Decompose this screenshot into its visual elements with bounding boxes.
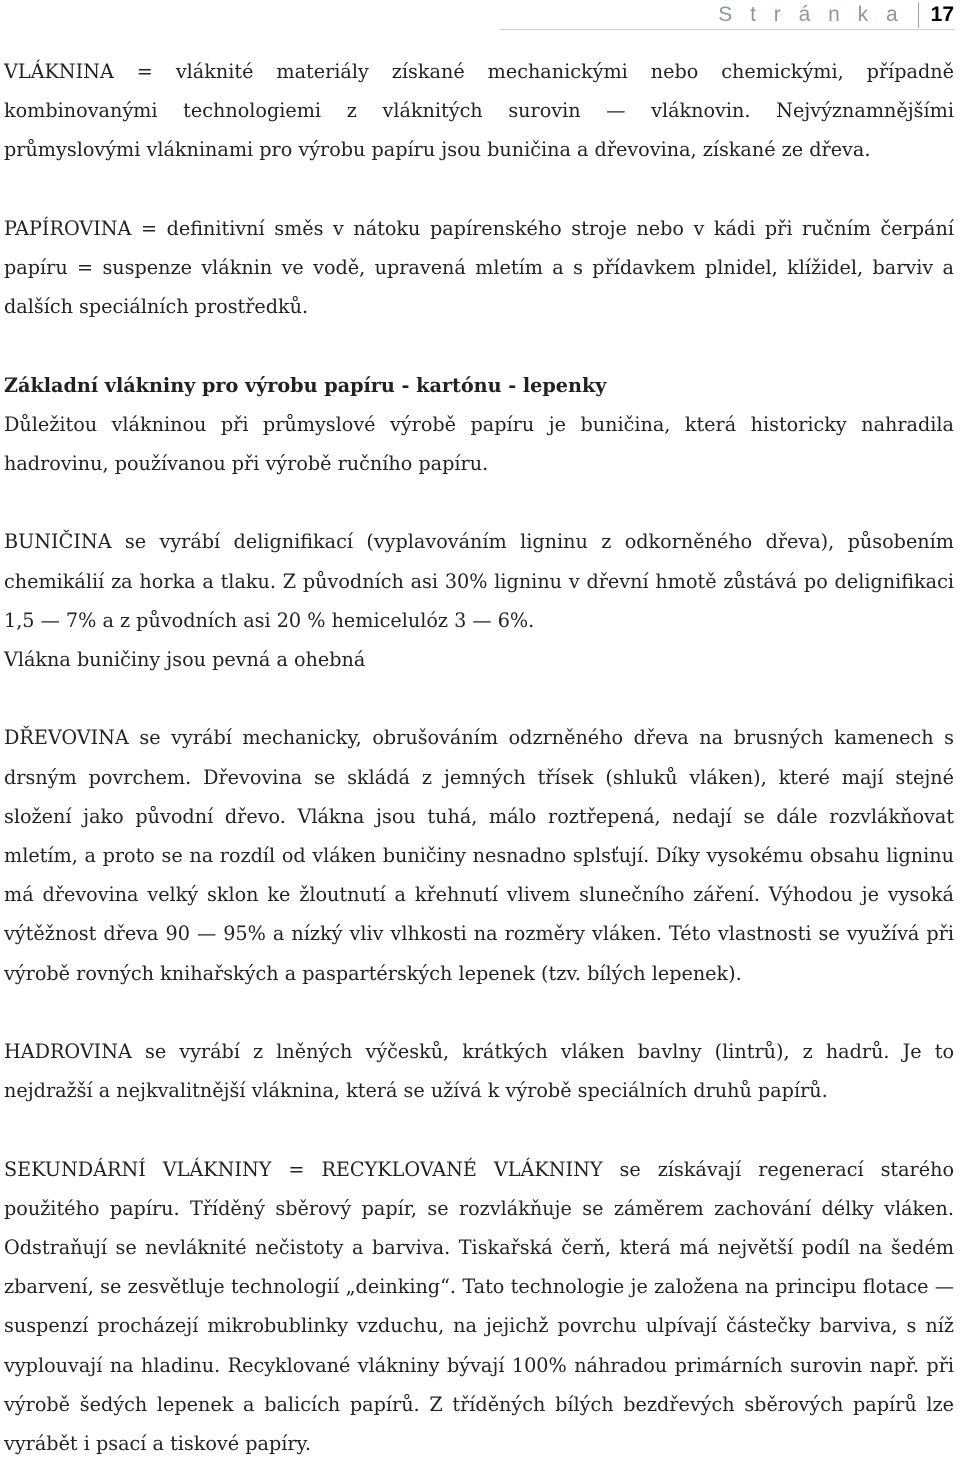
document-body <box>4 52 954 1463</box>
paragraph-gap <box>4 679 954 718</box>
page-header <box>718 0 954 30</box>
section-heading: Základní vlákniny pro výrobu papíru - kartónu - lepenky <box>4 373 607 397</box>
paragraph-bunicina-note: Vlákna buničiny jsou pevná a ohebná <box>4 648 366 671</box>
paragraph-gap <box>4 993 954 1032</box>
paragraph-drevovina: DŘEVOVINA se vyrábí mechanicky, obrušováním odzrněného dřeva na brusných kamenech s drsným povrchem. Dřevovina se skládá z jemných třísek (shluků vláken), které mají stejné složení jako původní dřevo. Vlákna jsou tuhá, málo roztřepená, nedají se dále rozvlákňovat mletím, a proto se na rozdíl od vláken buničiny nesnadno splsťují. Díky vysokému obsahu ligninu má dřevovina velký sklon ke žloutnutí a křehnutí vlivem slunečního záření. Výhodou je vysoká výtěžnost dřeva 90 — 95% a nízký vliv vlhkosti na rozměry vláken. Této vlastnosti se využívá při výrobě rovných knihařských a paspartérských lepenek (tzv. bílých lepenek). <box>4 726 954 985</box>
paragraph-papirovina: PAPÍROVINA = definitivní směs v nátoku papírenského stroje nebo v kádi při ručním čerpání papíru = suspenze vláknin ve vodě, upravená mletím a s přídavkem plnidel, klížidel, barviv a dalších speciálních prostředků. <box>4 216 954 319</box>
paragraph-hadrovina: HADROVINA se vyrábí z lněných výčesků, krátkých vláken bavlny (lintrů), z hadrů. Je to nejdražší a nejkvalitnější vláknina, která se užívá k výrobě speciálních druhů papírů. <box>4 1040 954 1103</box>
paragraph-gap <box>4 1110 954 1149</box>
page-number: 17 <box>930 3 954 26</box>
header-rule <box>500 29 954 30</box>
paragraph-sekundarni: SEKUNDÁRNÍ VLÁKNINY = RECYKLOVANÉ VLÁKNINY se získávají regenerací starého použitého papíru. Tříděný sběrový papír, se rozvlákňuje se záměrem zachování délky vláken. Odstraňují se nevláknité nečistoty a barviva. Tiskařská čerň, která má největší podíl na šedém zbarvení, se zesvětluje technologií „deinking“. Tato technologie je založena na principu flotace — suspenzí procházejí mikrobublinky vzduchu, na jejichž povrchu ulpívají částečky barviva, s níž vyplouvají na hladinu. Recyklované vlákniny bývají 100% náhradou primárních surovin např. při výrobě šedých lepenek a balicích papírů. Z tříděných bílých bezdřevých sběrových papírů lze vyrábět i psací a tiskové papíry. <box>4 1157 954 1456</box>
paragraph-gap <box>4 326 954 365</box>
page-label: S t r á n k a <box>718 3 904 26</box>
paragraph-gap <box>4 170 954 209</box>
paragraph-intro: Důležitou vlákninou při průmyslové výrobě papíru je buničina, která historicky nahradila hadrovinu, používanou při výrobě ručního papíru. <box>4 412 954 475</box>
paragraph-bunicina: BUNIČINA se vyrábí delignifikací (vyplavováním ligninu z odkorněného dřeva), působením chemikálií za horka a tlaku. Z původních asi 30% ligninu v dřevní hmotě zůstává po delignifikaci 1,5 — 7% a z původních asi 20 % hemicelulóz 3 — 6%. <box>4 530 954 632</box>
paragraph-gap <box>4 483 954 522</box>
paragraph-vlaknina: VLÁKNINA = vláknité materiály získané mechanickými nebo chemickými, případně kombinovanými technologiemi z vláknitých surovin — vláknovin. Nejvýznamnějšími průmyslovými vlákninami pro výrobu papíru jsou buničina a dřevovina, získané ze dřeva. <box>4 60 954 162</box>
